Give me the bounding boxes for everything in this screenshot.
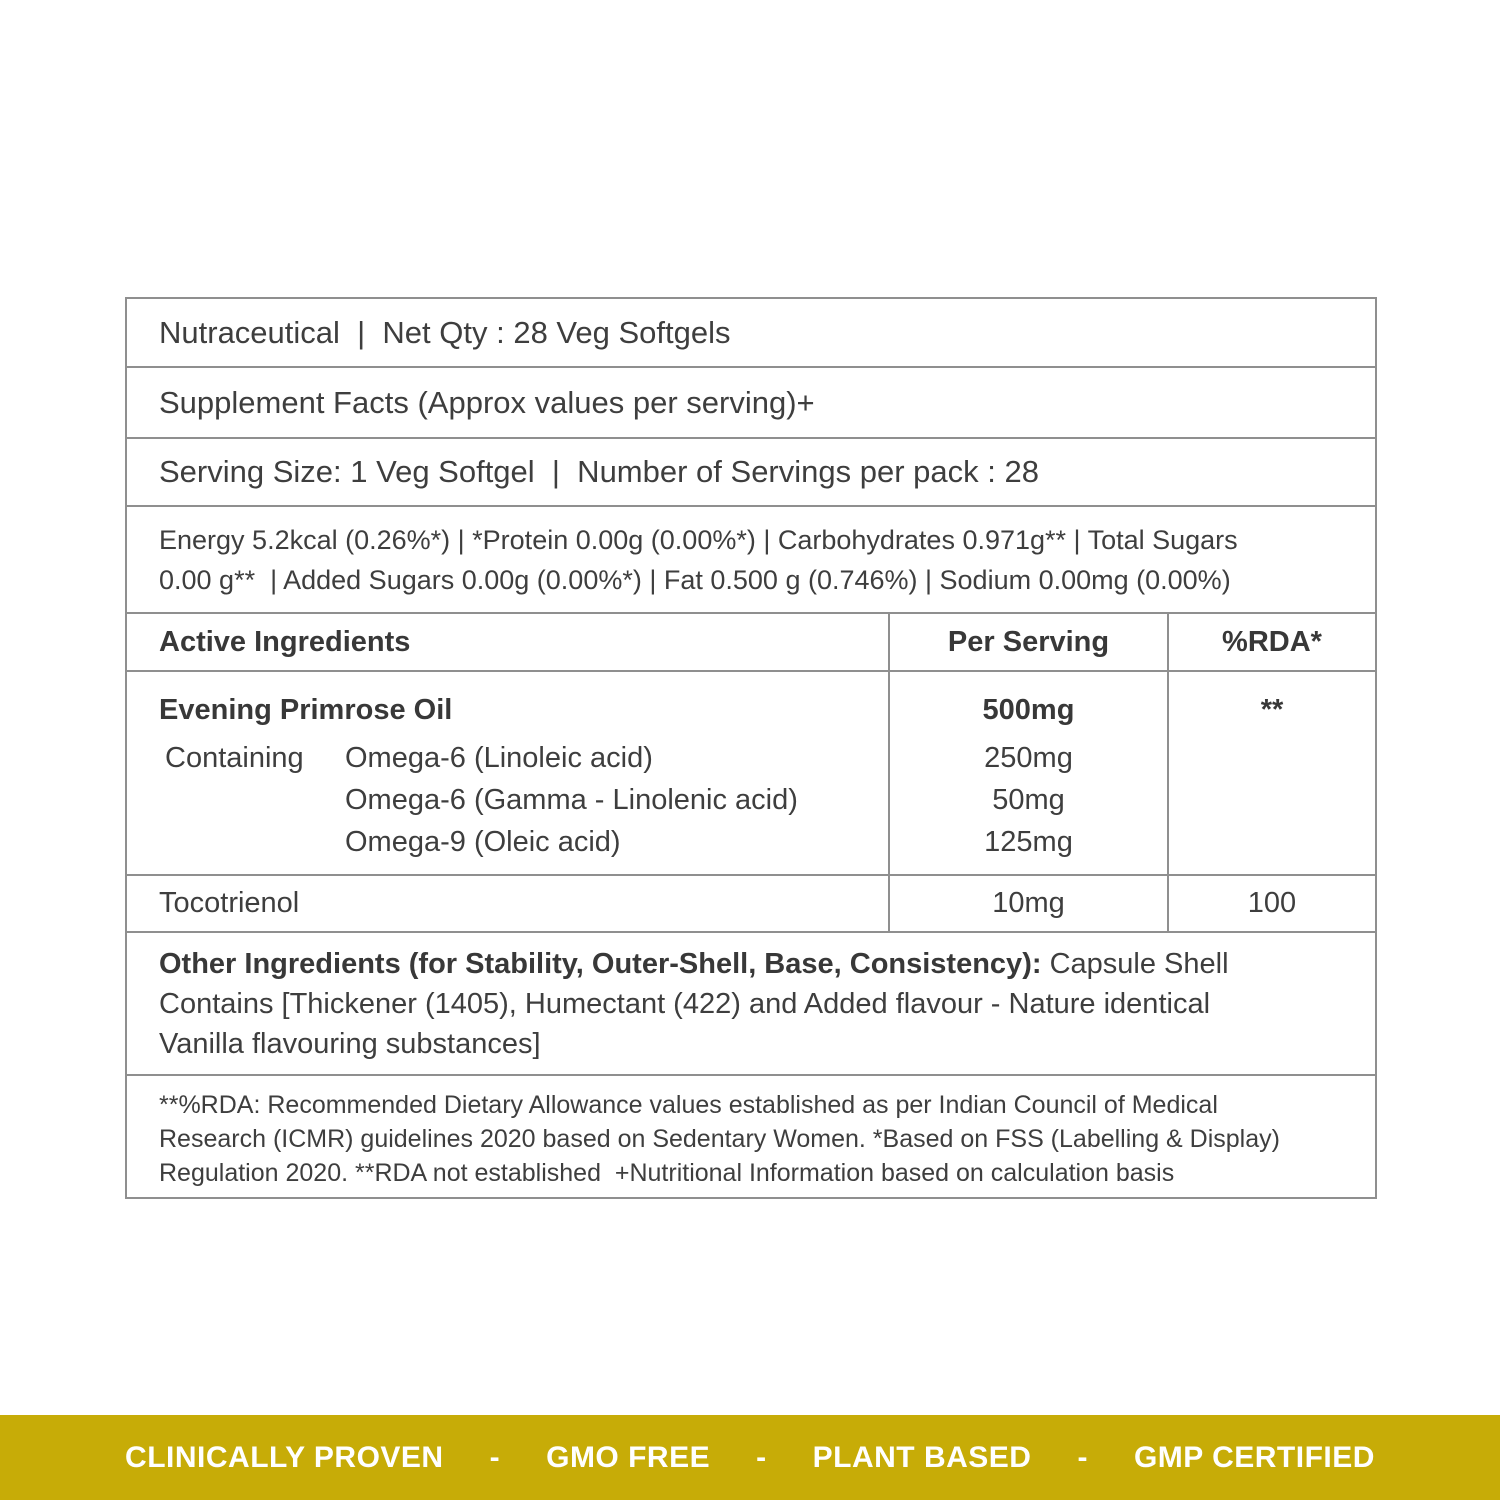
badge-gmp-certified: GMP CERTIFIED bbox=[1133, 1440, 1375, 1474]
footnote-line1: **%RDA: Recommended Dietary Allowance values established as per Indian Council of Medical bbox=[159, 1090, 1218, 1119]
per-serving-value: 500mg bbox=[982, 694, 1075, 726]
per-serving-value: 125mg bbox=[984, 826, 1073, 858]
banner-separator: - bbox=[1077, 1440, 1088, 1474]
rda-cell bbox=[1167, 672, 1375, 874]
rda-footnote-row bbox=[127, 1076, 1375, 1201]
per-serving-cell bbox=[888, 876, 1167, 931]
ingredient-name: Evening Primrose Oil bbox=[159, 694, 453, 726]
rda-cell bbox=[1167, 876, 1375, 931]
sub-ingredient-line bbox=[159, 738, 888, 780]
per-serving-value: 10mg bbox=[992, 887, 1065, 919]
rda-header-label: %RDA* bbox=[1222, 625, 1322, 658]
header-cell-active-ingredients bbox=[127, 614, 888, 670]
supplement-facts-title: Supplement Facts (Approx values per serving)+ bbox=[159, 384, 815, 420]
other-ingredients-heading: Other Ingredients (for Stability, Outer-Shell, Base, Consistency): bbox=[159, 947, 1042, 980]
supplement-facts-table bbox=[125, 297, 1377, 1199]
footnote-line3: Regulation 2020. **RDA not established +Nutritional Information based on calculation basis bbox=[159, 1158, 1175, 1187]
sub-ingredient-line bbox=[159, 780, 888, 822]
per-serving-value: 50mg bbox=[992, 784, 1065, 816]
sub-ingredient-name: Omega-6 (Gamma - Linolenic acid) bbox=[345, 784, 798, 816]
active-ingredients-header-row bbox=[127, 614, 1375, 672]
serving-size-row bbox=[127, 439, 1375, 507]
nutrition-summary-row bbox=[127, 507, 1375, 614]
product-type-row bbox=[127, 299, 1375, 368]
tocotrienol-row bbox=[127, 876, 1375, 933]
banner-separator: - bbox=[756, 1440, 767, 1474]
certification-banner bbox=[0, 1415, 1500, 1500]
nutrition-summary-line2: 0.00 g** | Added Sugars 0.00g (0.00%*) | Fat 0.500 g (0.746%) | Sodium 0.00mg (0.00%) bbox=[159, 564, 1231, 595]
product-type-text: Nutraceutical | Net Qty : 28 Veg Softgels bbox=[159, 314, 731, 350]
other-ingredients-line2: Contains [Thickener (1405), Humectant (422) and Added flavour - Nature identical bbox=[159, 987, 1211, 1020]
footnote-line2: Research (ICMR) guidelines 2020 based on Sedentary Women. *Based on FSS (Labelling & Display) bbox=[159, 1124, 1280, 1153]
sub-ingredient-line bbox=[159, 822, 888, 864]
ingredient-name-cell bbox=[127, 672, 888, 874]
other-ingredients-line1 bbox=[159, 944, 1229, 984]
per-serving-value: 250mg bbox=[984, 742, 1073, 774]
ingredient-name-cell bbox=[127, 876, 888, 931]
banner-separator: - bbox=[489, 1440, 501, 1474]
header-cell-rda bbox=[1167, 614, 1375, 670]
other-ingredients-line3: Vanilla flavouring substances] bbox=[159, 1027, 541, 1060]
ingredient-name: Tocotrienol bbox=[159, 887, 300, 919]
sub-ingredient-name: Omega-9 (Oleic acid) bbox=[345, 826, 621, 858]
containing-label: Containing bbox=[165, 742, 304, 774]
active-ingredients-header-label: Active Ingredients bbox=[159, 625, 411, 658]
per-serving-header-label: Per Serving bbox=[947, 625, 1110, 658]
other-ingredients-row bbox=[127, 933, 1375, 1076]
rda-value: ** bbox=[1260, 694, 1284, 726]
other-ingredients-text: Capsule Shell bbox=[1041, 947, 1229, 980]
badge-clinically-proven: CLINICALLY PROVEN bbox=[125, 1440, 444, 1474]
badge-gmo-free: GMO FREE bbox=[546, 1440, 711, 1474]
header-cell-per-serving bbox=[888, 614, 1167, 670]
badge-plant-based: PLANT BASED bbox=[812, 1440, 1032, 1474]
supplement-facts-title-row bbox=[127, 368, 1375, 439]
rda-value: 100 bbox=[1247, 887, 1297, 919]
nutrition-summary-line1: Energy 5.2kcal (0.26%*) | *Protein 0.00g (0.00%*) | Carbohydrates 0.971g** | Total Sugars bbox=[159, 524, 1238, 555]
serving-size-text: Serving Size: 1 Veg Softgel | Number of Servings per pack : 28 bbox=[159, 454, 1039, 489]
sub-ingredient-name: Omega-6 (Linoleic acid) bbox=[345, 742, 653, 774]
per-serving-cell bbox=[888, 672, 1167, 874]
evening-primrose-oil-row bbox=[127, 672, 1375, 876]
